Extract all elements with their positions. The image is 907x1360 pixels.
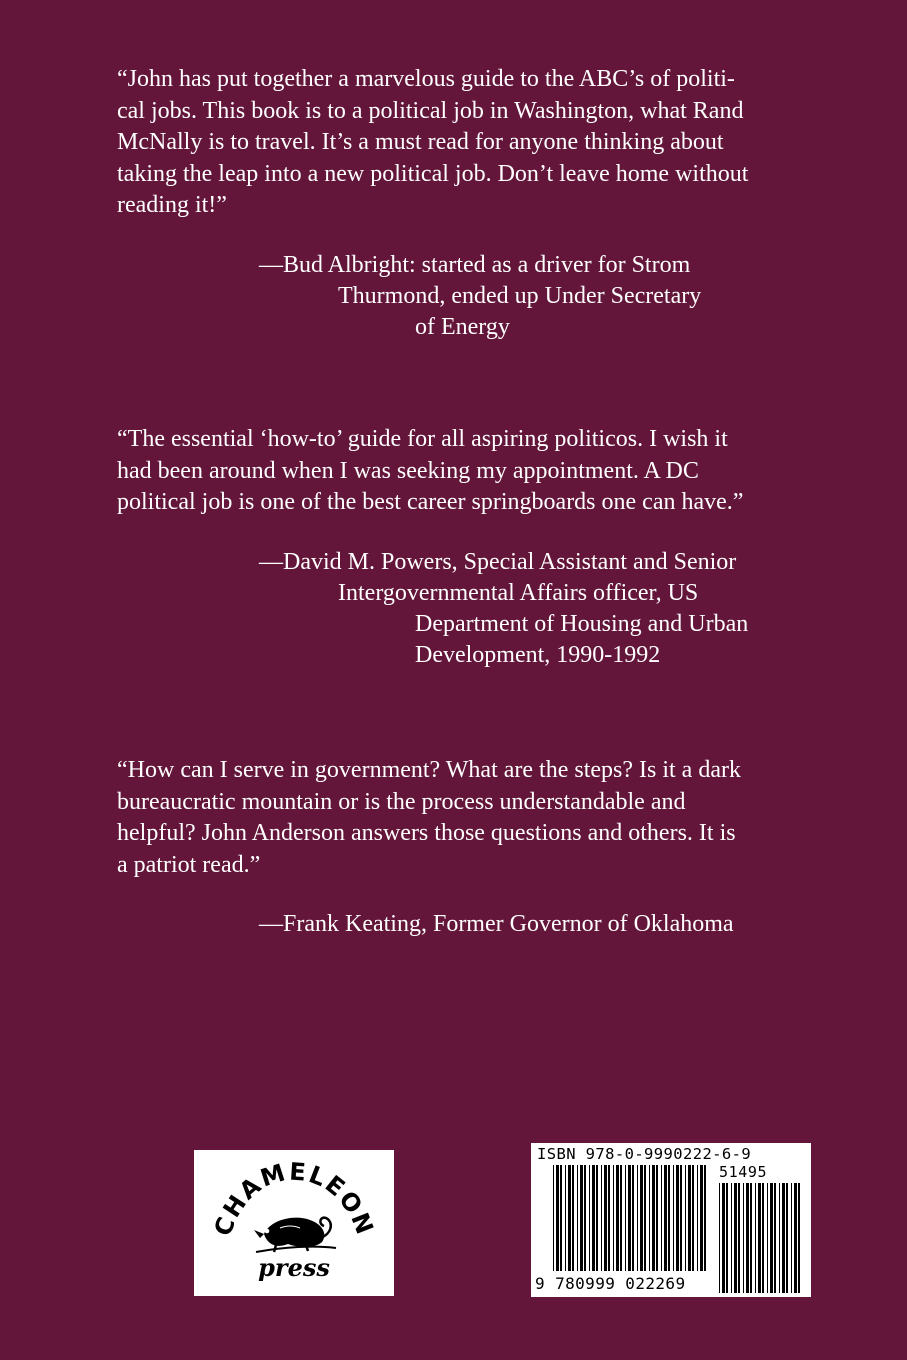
attribution-line: Intergovernmental Affairs officer, US (338, 579, 699, 606)
barcode-bar (750, 1183, 752, 1293)
barcode-bar (560, 1165, 562, 1271)
barcode-bar (652, 1165, 655, 1271)
quote-block-2 (117, 424, 807, 671)
barcode-bar (774, 1183, 776, 1293)
barcode-bar (770, 1183, 773, 1293)
barcode-bar (649, 1165, 650, 1271)
quote-line: had been around when I was seeking my appointment. A DC (117, 457, 699, 484)
attribution-line: —Frank Keating, Former Governor of Oklahoma (259, 911, 734, 937)
quote-line: “The essential ‘how-to’ guide for all aspiring politicos. I wish it (117, 426, 728, 452)
quote-line: political job is one of the best career springboards one can have.” (117, 489, 744, 515)
barcode-bar (722, 1183, 725, 1293)
quote-block-1 (117, 64, 807, 343)
publisher-press-word: press (258, 1253, 330, 1282)
barcode-bar (746, 1183, 749, 1293)
barcode-bar (613, 1165, 614, 1271)
barcode-bar (743, 1183, 744, 1293)
quote-attribution (117, 547, 807, 671)
barcode-bar (620, 1165, 622, 1271)
barcode-bar (596, 1165, 598, 1271)
barcode-bar (644, 1165, 646, 1271)
barcode-bar (700, 1165, 703, 1271)
barcode-bar (731, 1183, 732, 1293)
quote-text (117, 64, 807, 222)
quote-text (117, 755, 807, 881)
barcode-bar (779, 1183, 780, 1293)
barcode-bar (640, 1165, 643, 1271)
barcode-bar (584, 1165, 586, 1271)
barcode-bar (673, 1165, 674, 1271)
publisher-logo (194, 1150, 394, 1296)
barcode-bar (704, 1165, 706, 1271)
quote-line: reading it!” (117, 192, 227, 218)
quote-attribution (117, 909, 807, 940)
attribution-line: —David M. Powers, Special Assistant and Senior (259, 548, 737, 575)
chameleon-icon (194, 1150, 394, 1296)
quote-line: taking the leap into a new political job. Don’t leave home without (117, 160, 749, 187)
barcode-bar (685, 1165, 686, 1271)
barcode-addon-number: 51495 (719, 1163, 768, 1181)
barcode-bar (719, 1183, 720, 1293)
barcode-bar (758, 1183, 761, 1293)
barcode-bar (692, 1165, 694, 1271)
barcode-bar (625, 1165, 626, 1271)
barcode-bar (589, 1165, 590, 1271)
quote-text (117, 424, 807, 519)
quote-line: McNally is to travel. It’s a must read for anyone thinking about (117, 129, 724, 155)
barcode-bar (664, 1165, 667, 1271)
barcode-bar (637, 1165, 638, 1271)
barcode-bar (580, 1165, 583, 1271)
quote-block-3 (117, 755, 807, 940)
barcode-bar (592, 1165, 595, 1271)
barcode-bar (738, 1183, 740, 1293)
barcode-bar (604, 1165, 607, 1271)
isbn-barcode (531, 1143, 811, 1297)
attribution-line: —Bud Albright: started as a driver for Strom (259, 251, 691, 278)
barcode-bar (794, 1183, 797, 1293)
barcode-bar (628, 1165, 631, 1271)
quote-line: “How can I serve in government? What are the steps? Is it a dark (117, 757, 741, 783)
barcode-bar (688, 1165, 691, 1271)
barcode-bar (755, 1183, 756, 1293)
barcode-bar (767, 1183, 768, 1293)
barcode-bar (608, 1165, 610, 1271)
barcode-bar (601, 1165, 602, 1271)
attribution-line: Thurmond, ended up Under Secretary (338, 282, 702, 309)
barcode-bar (786, 1183, 788, 1293)
barcode-bar (661, 1165, 662, 1271)
barcode-bar (553, 1165, 554, 1271)
barcode-bar (616, 1165, 619, 1271)
svg-text:CHAMELEON: CHAMELEON (208, 1157, 380, 1240)
quote-line: “John has put together a marvelous guide to the ABC’s of politi- (117, 66, 735, 92)
quote-line: helpful? John Anderson answers those questions and others. It is (117, 820, 736, 846)
quote-line: a patriot read.” (117, 851, 261, 878)
barcode-bar (568, 1165, 571, 1271)
barcode-bar (697, 1165, 698, 1271)
barcode-bar (798, 1183, 800, 1293)
quote-attribution (117, 250, 807, 343)
barcode-bar (565, 1165, 566, 1271)
attribution-line: Development, 1990-1992 (415, 641, 661, 668)
attribution-line: Department of Housing and Urban (415, 610, 749, 637)
barcode-ean-number: 9 780999 022269 (535, 1274, 686, 1293)
barcode-bar (577, 1165, 578, 1271)
barcode-bar (680, 1165, 682, 1271)
quote-line: bureaucratic mountain or is the process understandable and (117, 788, 686, 815)
barcode-bar (572, 1165, 574, 1271)
barcode-bar (734, 1183, 737, 1293)
barcode-bar (782, 1183, 785, 1293)
barcode-bar (791, 1183, 792, 1293)
barcode-bar (668, 1165, 670, 1271)
barcode-bar (726, 1183, 728, 1293)
attribution-line: of Energy (415, 313, 510, 340)
barcode-bar (656, 1165, 658, 1271)
isbn-label: ISBN 978-0-9990222-6-9 (537, 1145, 752, 1163)
barcode-bar (556, 1165, 559, 1271)
barcode-bar (676, 1165, 679, 1271)
barcode-bar (762, 1183, 764, 1293)
barcode-bar (632, 1165, 634, 1271)
quote-line: cal jobs. This book is to a political job in Washington, what Rand (117, 97, 744, 124)
